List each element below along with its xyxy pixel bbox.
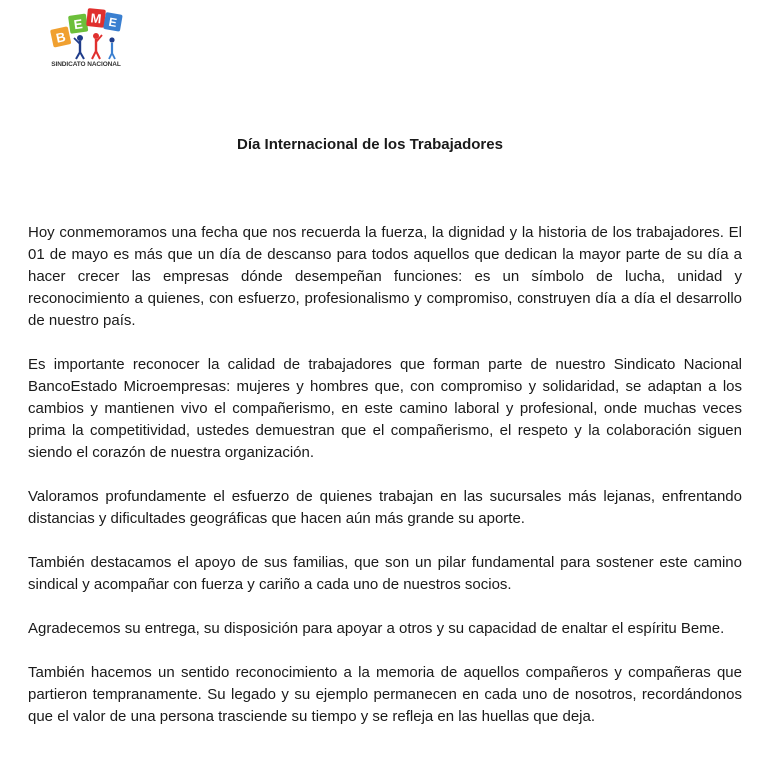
logo-letter-4: E (107, 14, 118, 30)
paragraph: También destacamos el apoyo de sus familias, que son un pilar fundamental para sostener este camino sindical y acompañar con fuerza y cariño a cada uno de nuestros socios. (28, 554, 742, 593)
logo-letter-2: E (72, 16, 84, 33)
logo-blocks-icon (44, 6, 128, 62)
paragraph: Hoy conmemoramos una fecha que nos recuerda la fuerza, la dignidad y la historia de los trabajadores. El 01 de mayo es más que un día de descanso para todos aquellos que dedican la mayor parte de su día a hacer crecer las empresas dónde desempeñan funciones: es un símbolo de lucha, unidad y reconocimiento a quienes, con esfuerzo, profesionalismo y compromiso, construyen día a día el desarrollo de nuestro país. (28, 224, 742, 329)
paragraph: Valoramos profundamente el esfuerzo de quienes trabajan en las sucursales más lejanas, enfrentando distancias y dificultades geográficas que hacen aún más grande su aporte. (28, 488, 742, 527)
paragraph: También hacemos un sentido reconocimiento a la memoria de aquellos compañeros y compañeras que partieron tempranamente. Su legado y su ejemplo permanecen en cada uno de nosotros, recordándonos que el valor de una persona trasciende su tiempo y se refleja en las huellas que deja. (28, 664, 742, 725)
logo-letter-1: B (54, 29, 67, 46)
logo-figures-icon (74, 33, 115, 59)
document-body (28, 222, 742, 728)
paragraph: Es importante reconocer la calidad de trabajadores que forman parte de nuestro Sindicato Nacional BancoEstado Microempresas: mujeres y hombres que, con compromiso y solidaridad, se adaptan a los cambios y mantienen vivo el compañerismo, en este camino laboral y profesional, onde muchas veces prima la competitividad, ustedes demuestran que el compañerismo, el respeto y la colaboración siguen siendo el corazón de nuestra organización. (28, 356, 742, 461)
logo-letter-3: M (89, 10, 103, 27)
beme-logo (44, 6, 128, 72)
paragraph: Agradecemos su entrega, su disposición para apoyar a otros y su capacidad de enaltar el espíritu Beme. (28, 620, 725, 637)
document-title: Día Internacional de los Trabajadores (237, 136, 503, 153)
logo-caption: SINDICATO NACIONAL (51, 61, 121, 68)
